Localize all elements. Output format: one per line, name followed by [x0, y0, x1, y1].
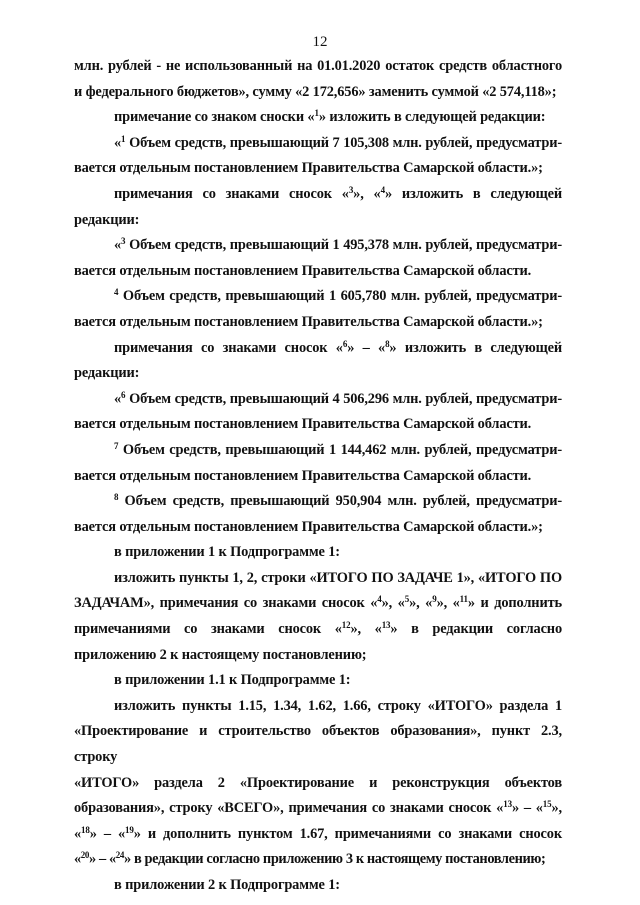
text-run: образования», строку «ВСЕГО», примечания со знаками сносок «	[74, 800, 504, 817]
text-run: «	[74, 851, 81, 868]
footnote-mark: 8	[114, 492, 119, 503]
text-line	[74, 182, 562, 233]
text-line	[74, 515, 562, 541]
text-line	[74, 643, 562, 669]
footnote-mark: 13	[381, 620, 391, 631]
text-run: Объем средств, превышающий 1 144,462 млн. рублей, предусматри-	[118, 441, 562, 458]
text-line	[74, 719, 562, 770]
text-run: » – «	[347, 339, 386, 356]
text-line	[74, 105, 562, 131]
text-run: «Проектирование и строительство объектов образования», пункт 2.3, строку	[74, 723, 562, 766]
text-run: примечания со знаками сносок «	[114, 339, 343, 356]
text-line	[74, 822, 562, 848]
text-run: вается отдельным постановлением Правительства Самарской области.	[74, 262, 532, 279]
text-run: в приложении 1 к Подпрограмме 1:	[114, 544, 340, 561]
text-run: «	[114, 134, 122, 151]
footnote-mark: 12	[341, 620, 351, 631]
text-run: », «	[350, 621, 382, 638]
text-run: Объем средств, превышающий 7 105,308 млн. рублей, предусматри-	[125, 134, 562, 151]
footnote-mark: 20	[80, 850, 89, 861]
text-run: «ИТОГО» раздела 2 «Проектирование и реконструкция объектов	[74, 774, 562, 791]
text-run: «	[74, 825, 82, 842]
text-run: Объем средств, превышающий 1 495,378 млн. рублей, предусматри-	[125, 237, 562, 254]
text-line	[74, 131, 562, 157]
text-run: » – «	[89, 825, 126, 842]
text-line	[74, 336, 562, 362]
text-line	[74, 489, 562, 515]
footnote-mark: 15	[542, 799, 552, 810]
text-run: «	[114, 237, 122, 254]
text-run: в приложении 2 к Подпрограмме 1:	[114, 877, 340, 893]
text-run: примечание со знаком сноски «	[114, 109, 315, 126]
text-run: Объем средств, превышающий 1 605,780 млн. рублей, предусматри-	[118, 288, 562, 305]
text-line	[74, 668, 562, 694]
text-run: » и дополнить	[467, 595, 562, 612]
text-run: «	[114, 390, 122, 407]
text-run: » изложить в следующей редакции:	[318, 109, 546, 126]
text-run: » изложить в следующей	[389, 339, 562, 356]
footnote-mark: 3	[348, 184, 354, 195]
text-line	[74, 233, 562, 259]
text-line	[74, 438, 562, 464]
text-line	[74, 694, 562, 720]
text-line	[74, 284, 562, 310]
text-line	[74, 156, 562, 182]
text-run: », «	[409, 595, 433, 612]
footnote-mark: 8	[385, 338, 390, 349]
text-run: в приложении 1.1 к Подпрограмме 1:	[114, 672, 351, 689]
text-line	[74, 873, 562, 899]
footnote-mark: 9	[432, 594, 437, 605]
text-run: », «	[353, 185, 381, 202]
text-run: » – «	[89, 851, 116, 868]
text-run: изложить пункты 1, 2, строки «ИТОГО ПО ЗАДАЧЕ 1», «ИТОГО ПО	[114, 569, 562, 586]
footnote-mark: 24	[115, 850, 124, 861]
footnote-mark: 13	[503, 799, 512, 810]
text-run: », «	[436, 595, 460, 612]
footnote-mark: 3	[121, 236, 126, 247]
text-line	[74, 591, 562, 617]
footnote-mark: 1	[121, 133, 126, 144]
text-run: » изложить в следующей редакции:	[74, 185, 562, 228]
text-run: », «	[381, 595, 405, 612]
text-run: вается отдельным постановлением Правительства Самарской области.»;	[74, 313, 543, 330]
text-run: примечаниями со знаками сносок «	[74, 621, 342, 638]
text-line	[74, 771, 562, 797]
text-run: » и дополнить пунктом 1.67, примечаниями со знаками сносок	[133, 825, 562, 842]
text-line	[74, 540, 562, 566]
footnote-mark: 18	[81, 824, 90, 835]
text-line	[74, 412, 562, 438]
footnote-mark: 4	[114, 287, 119, 298]
text-run: млн. рублей - не использованный на 01.01.2020 остаток средств областного	[74, 58, 562, 74]
text-run: » – «	[511, 800, 543, 817]
footnote-mark: 5	[404, 594, 410, 605]
document-body	[74, 54, 562, 899]
text-line	[74, 361, 562, 387]
text-line	[74, 80, 562, 106]
text-line	[74, 566, 562, 592]
text-line	[74, 54, 562, 80]
text-run: изложить пункты 1.15, 1.34, 1.62, 1.66, строку «ИТОГО» раздела 1	[114, 697, 562, 714]
footnote-mark: 4	[377, 594, 382, 605]
text-line	[74, 617, 562, 643]
text-run: и федерального бюджетов», сумму «2 172,656» заменить суммой «2 574,118»;	[74, 83, 557, 100]
footnote-mark: 6	[342, 338, 348, 349]
page-number: 12	[312, 34, 328, 50]
text-run: » в редакции согласно	[390, 621, 562, 638]
footnote-mark: 4	[380, 184, 385, 195]
text-run: » в редакции согласно приложению 3 к настоящему постановлению;	[124, 851, 546, 868]
text-run: вается отдельным постановлением Правительства Самарской области.	[74, 467, 532, 484]
footnote-mark: 6	[121, 389, 126, 400]
text-run: редакции:	[74, 365, 140, 382]
text-line	[74, 259, 562, 285]
text-run: Объем средств, превышающий 4 506,296 млн. рублей, предусматри-	[125, 390, 562, 407]
text-line	[74, 387, 562, 413]
footnote-mark: 1	[314, 108, 319, 119]
footnote-mark: 7	[114, 440, 119, 451]
text-run: вается отдельным постановлением Правительства Самарской области.»;	[74, 160, 543, 177]
text-run: ЗАДАЧАМ», примечания со знаками сносок «	[74, 595, 378, 612]
text-line	[74, 847, 562, 873]
text-run: вается отдельным постановлением Правительства Самарской области.	[74, 416, 532, 433]
text-run: приложению 2 к настоящему постановлению;	[74, 646, 367, 663]
text-line	[74, 796, 562, 822]
text-run: вается отдельным постановлением Правительства Самарской области.»;	[74, 518, 543, 535]
text-run: примечания со знаками сносок «	[114, 185, 349, 202]
footnote-mark: 11	[459, 594, 468, 605]
text-line	[74, 310, 562, 336]
text-run: »,	[551, 800, 562, 817]
text-line	[74, 464, 562, 490]
text-run: Объем средств, превышающий 950,904 млн. рублей, предусматри-	[118, 493, 562, 510]
footnote-mark: 19	[125, 824, 134, 835]
